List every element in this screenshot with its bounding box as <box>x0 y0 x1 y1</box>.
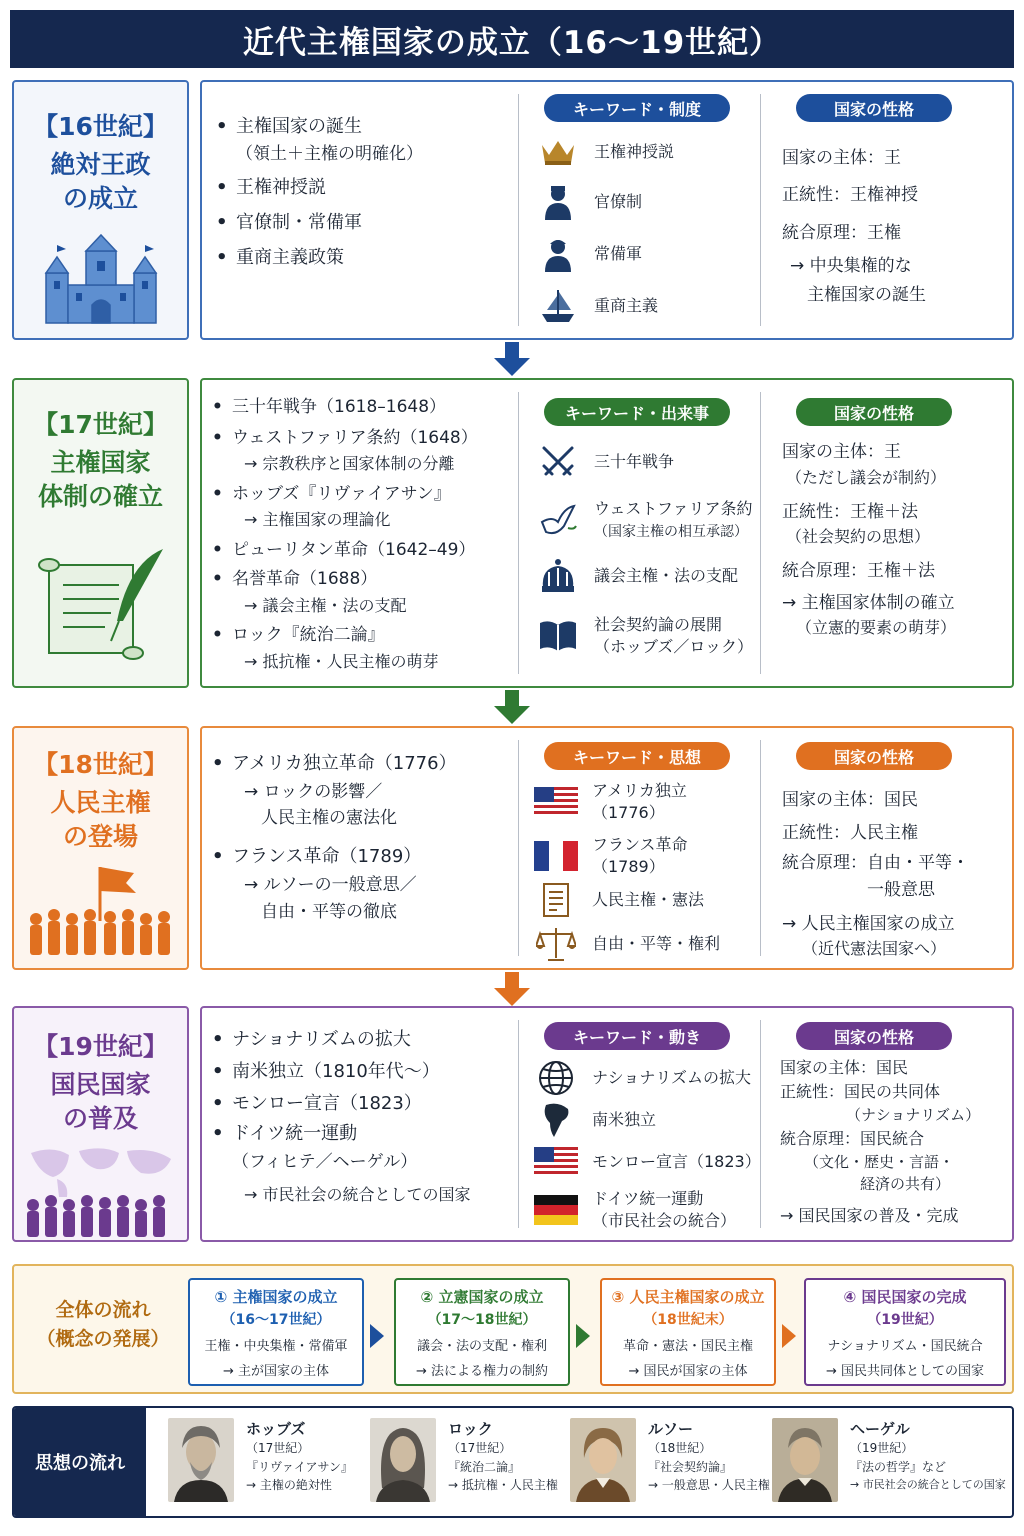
flow-card-title: ② 立憲国家の成立 <box>420 1288 544 1306</box>
hegel-portrait <box>772 1418 838 1502</box>
nature-list <box>782 784 1012 962</box>
flow-card-period: （17〜18世紀） <box>427 1312 537 1328</box>
thinker-locke <box>370 1418 558 1502</box>
flow-card-2 <box>394 1278 570 1386</box>
bullet-sub: （フィヒテ／ヘーゲル） <box>232 1151 418 1172</box>
era-name-1: 主権国家 <box>50 447 151 477</box>
era-18c-label <box>12 726 189 970</box>
thinker-work: 『法の哲学』など <box>850 1459 947 1474</box>
thinkers-label: 思想の流れ <box>14 1408 146 1516</box>
keyword: アメリカ独立 <box>592 781 687 800</box>
flow-card-period: （18世紀末） <box>643 1312 733 1328</box>
thinker-work: 『リヴァイアサン』 <box>246 1459 353 1474</box>
thinker-work: 『社会契約論』 <box>648 1459 733 1474</box>
era-head: 【16世紀】 <box>33 112 168 141</box>
locke-portrait <box>370 1418 436 1502</box>
keyword: 官僚制 <box>594 192 643 212</box>
flow-card-keywords: ナショナリズム・国民統合 <box>827 1339 983 1354</box>
crowd-flag-icon <box>26 861 176 957</box>
nature-line: （近代憲法国家へ） <box>802 939 947 959</box>
bullet: モンロー宣言（1823） <box>232 1093 422 1115</box>
bullet: 王権神授説 <box>236 177 326 199</box>
bullet-sub: → ルソーの一般意思／ <box>244 875 417 896</box>
soldier-icon <box>536 236 580 272</box>
bullet: 官僚制・常備軍 <box>236 212 362 234</box>
keyword-sub: （市民社会の統合） <box>592 1210 737 1230</box>
nature-line: （ただし議会が制約） <box>786 467 947 487</box>
era-name-1: 国民国家 <box>50 1069 151 1099</box>
flow-card-3 <box>600 1278 776 1386</box>
keyword: 常備軍 <box>594 244 643 264</box>
bullet: アメリカ独立革命（1776） <box>232 753 457 774</box>
crown-icon <box>536 134 580 170</box>
ship-icon <box>536 288 580 324</box>
bullet: ホッブズ『リヴァイアサン』 <box>232 484 451 505</box>
flow-card-keywords: 王権・中央集権・常備軍 <box>204 1339 348 1354</box>
nature-line: 統合原理：王権＋法 <box>782 561 935 581</box>
era-19c-content <box>200 1006 1014 1242</box>
thinker-era: （18世紀） <box>648 1441 712 1455</box>
nature-line: → 中央集権的な <box>790 256 912 277</box>
bullet-list: • 主権国家の誕生 （領土＋主権の明確化） • 王権神授説 • 官僚制・常備軍 • 重商主義政策 <box>216 112 516 274</box>
keyword-sub: （国家主権の相互承認） <box>594 523 748 540</box>
keyword: 三十年戦争 <box>594 452 675 472</box>
keyword-pill: キーワード・動き <box>544 1022 730 1050</box>
flow-card-period: （19世紀） <box>867 1312 943 1328</box>
bullet-sub: → ロックの影響／ <box>244 781 383 802</box>
bullet: ウェストファリア条約（1648） <box>232 428 478 449</box>
bullet-sub: 人民主権の憲法化 <box>244 808 397 829</box>
keyword: ウェストファリア条約 <box>594 499 753 518</box>
document-icon <box>534 882 578 918</box>
bullet: 名誉革命（1688） <box>232 569 378 590</box>
keyword: 南米独立 <box>592 1110 657 1130</box>
bullet-list: • アメリカ独立革命（1776） → ロックの影響／ 人民主権の憲法化 • フランス革命（1789） → ルソーの一般意思／ 自由・平等の徹底 <box>212 750 512 925</box>
nature-pill: 国家の性格 <box>796 1022 952 1050</box>
keyword: モンロー宣言（1823） <box>592 1152 761 1172</box>
keyword: 王権神授説 <box>594 142 675 162</box>
nature-line: → 主権国家体制の確立 <box>782 592 955 613</box>
keyword: 重商主義 <box>594 296 659 316</box>
south-america-icon <box>534 1102 578 1138</box>
bullet: フランス革命（1789） <box>232 846 422 868</box>
era-head: 【19世紀】 <box>33 1032 168 1061</box>
keyword: ナショナリズムの拡大 <box>592 1068 752 1088</box>
nature-pill: 国家の性格 <box>796 94 952 122</box>
thinker-era: （17世紀） <box>448 1441 512 1455</box>
thinker-name: ヘーゲル <box>850 1420 910 1438</box>
era-name-1: 人民主権 <box>50 787 151 817</box>
flow-card-keywords: 議会・法の支配・権利 <box>416 1339 547 1354</box>
flow-card-period: （16〜17世紀） <box>221 1312 331 1328</box>
keyword-pill: キーワード・出来事 <box>544 398 730 426</box>
bullet-sub: （領土＋主権の明確化） <box>236 143 423 164</box>
bullet: ナショナリズムの拡大 <box>232 1029 411 1050</box>
nature-list <box>782 440 1012 640</box>
keyword-sub: （1789） <box>592 856 665 876</box>
thinker-work: 『統治二論』 <box>448 1459 521 1474</box>
crossed-swords-icon <box>536 444 580 480</box>
keyword-sub: （1776） <box>592 802 665 822</box>
nature-line: 統合原理：国民統合 <box>780 1128 925 1148</box>
keyword: フランス革命 <box>592 835 688 854</box>
keyword: 人民主権・憲法 <box>592 890 705 910</box>
book-icon <box>536 618 580 654</box>
bullet-list: • ナショナリズムの拡大 • 南米独立（1810年代〜） • モンロー宣言（1823） • ドイツ統一運動 （フィヒテ／ヘーゲル） → 市民社会の統合としての国家 <box>212 1024 512 1208</box>
nature-line: → 人民主権国家の成立 <box>782 913 955 934</box>
arrow-down-icon <box>494 342 530 376</box>
thinker-note: → 市民社会の統合としての国家 <box>850 1478 1006 1492</box>
crown-icon <box>536 558 580 594</box>
era-name-2: の成立 <box>62 184 138 214</box>
bullet-sub: → 議会主権・法の支配 <box>244 595 407 615</box>
overall-flow-panel <box>12 1264 1014 1394</box>
thinker-hobbes <box>168 1418 353 1502</box>
thinker-rousseau <box>570 1418 770 1502</box>
bullet: ロック『統治二論』 <box>232 625 385 646</box>
thinkers-panel <box>12 1406 1014 1518</box>
nature-line: 国家の主体：王 <box>782 148 901 168</box>
rousseau-portrait <box>570 1418 636 1502</box>
bullet-sub: → 宗教秩序と国家体制の分離 <box>244 454 455 474</box>
nature-line: 国家の主体：国民 <box>782 790 918 810</box>
thinker-name: ルソー <box>648 1420 694 1438</box>
flow-label-2: （概念の発展） <box>36 1328 170 1351</box>
scales-icon <box>534 926 578 962</box>
thinker-note: → 抵抗権・人民主権 <box>448 1478 558 1493</box>
nature-line: 主権国家の誕生 <box>790 285 926 306</box>
arrow-down-icon <box>494 690 530 724</box>
bullet-list: • 三十年戦争（1618–1648） • ウェストファリア条約（1648） → 宗教秩序と国家体制の分離 • ホッブズ『リヴァイアサン』 → 主権国家の理論化 • ピューリタン革命（1642–49） • 名誉革命（1688） → 議会主権・法の支配 • ロック『統治二論』 → 抵抗権・人民主権の萌芽 <box>212 394 512 674</box>
keyword: 議会主権・法の支配 <box>594 566 739 586</box>
dove-icon <box>536 502 580 538</box>
bullet: ドイツ統一運動 <box>232 1123 358 1145</box>
era-name-2: の普及 <box>62 1104 138 1134</box>
era-17c-label <box>12 378 189 688</box>
nature-line: 統合原理：王権 <box>782 222 901 243</box>
bullet: 三十年戦争（1618–1648） <box>232 397 447 417</box>
era-name-2: 体制の確立 <box>37 482 163 512</box>
globe-icon <box>534 1060 578 1096</box>
us-flag-icon <box>534 784 578 820</box>
keyword-pill: キーワード・制度 <box>544 94 730 122</box>
official-icon <box>536 184 580 220</box>
german-flag-icon <box>534 1192 578 1228</box>
nature-line: （文化・歴史・言語・ <box>804 1152 955 1171</box>
castle-icon <box>36 229 166 325</box>
flow-card-1 <box>188 1278 364 1386</box>
us-flag-icon <box>534 1144 578 1180</box>
bullet: ピューリタン革命（1642–49） <box>232 540 476 561</box>
flow-card-result: → 国民が国家の主体 <box>628 1364 748 1379</box>
flow-label <box>28 1296 178 1355</box>
nature-line: （ナショナリズム） <box>846 1106 981 1124</box>
era-name-1: 絶対王政 <box>50 149 151 179</box>
keyword: 社会契約論の展開 <box>594 615 723 634</box>
era-18c-content <box>200 726 1014 970</box>
keyword-pill: キーワード・思想 <box>544 742 730 770</box>
era-16c-label <box>12 80 189 340</box>
nature-line: → 国民国家の普及・完成 <box>780 1205 959 1225</box>
hobbes-portrait <box>168 1418 234 1502</box>
flow-card-result: → 法による権力の制約 <box>415 1364 549 1379</box>
era-19c-label <box>12 1006 189 1242</box>
nature-line: （社会契約の思想） <box>786 527 931 546</box>
bullet-sub: 自由・平等の徹底 <box>244 901 397 922</box>
nature-line: 統合原理：自由・平等・ <box>782 853 969 874</box>
thinker-note: → 主権の絶対性 <box>246 1478 332 1493</box>
arrow-down-icon <box>494 972 530 1006</box>
flow-card-result: → 国民共同体としての国家 <box>825 1364 985 1379</box>
bullet-sub: → 市民社会の統合としての国家 <box>244 1185 471 1205</box>
flow-card-4 <box>804 1278 1006 1386</box>
thinker-note: → 一般意思・人民主権 <box>648 1478 770 1493</box>
nature-line: 一般意思 <box>782 879 935 900</box>
bullet-sub: → 抵抗権・人民主権の萌芽 <box>244 651 439 671</box>
page-title: 近代主権国家の成立（16〜19世紀） <box>10 10 1014 68</box>
nature-line: 経済の共有） <box>860 1175 951 1193</box>
world-crowd-icon <box>23 1143 179 1239</box>
scroll-quill-icon <box>31 545 171 661</box>
flow-card-title: ③ 人民主権国家の成立 <box>611 1288 765 1306</box>
era-17c-content <box>200 378 1014 688</box>
nature-line: 正統性：人民主権 <box>782 823 918 844</box>
thinker-name: ホッブズ <box>246 1420 306 1438</box>
thinker-era: （17世紀） <box>246 1441 310 1455</box>
era-16c-content <box>200 80 1014 340</box>
arrow-right-icon <box>370 1324 384 1348</box>
thinker-name: ロック <box>448 1420 493 1438</box>
era-name-2: の登場 <box>62 822 138 852</box>
nature-line: 正統性：王権神授 <box>782 185 918 206</box>
nature-pill: 国家の性格 <box>796 398 952 426</box>
nature-line: 正統性：王権＋法 <box>782 501 918 522</box>
bullet: 主権国家の誕生 <box>236 116 362 137</box>
arrow-right-icon <box>576 1324 590 1348</box>
nature-line: （立憲的要素の萌芽） <box>796 618 957 637</box>
era-head: 【17世紀】 <box>33 410 168 439</box>
nature-line: 国家の主体：王 <box>782 442 901 462</box>
bullet-sub: → 主権国家の理論化 <box>244 510 391 530</box>
nature-list <box>780 1056 1010 1228</box>
era-head: 【18世紀】 <box>33 750 168 779</box>
keyword: 自由・平等・権利 <box>592 934 721 954</box>
thinker-era: （19世紀） <box>850 1441 914 1455</box>
french-flag-icon <box>534 838 578 874</box>
nature-pill: 国家の性格 <box>796 742 952 770</box>
nature-line: 正統性：国民の共同体 <box>780 1082 941 1101</box>
flow-card-title: ④ 国民国家の完成 <box>843 1288 967 1306</box>
nature-line: 国家の主体：国民 <box>780 1058 909 1077</box>
flow-card-keywords: 革命・憲法・国民主権 <box>622 1339 753 1354</box>
keyword-sub: （ホッブズ／ロック） <box>594 636 754 656</box>
bullet: 重商主義政策 <box>236 247 344 269</box>
arrow-right-icon <box>782 1324 796 1348</box>
keyword: ドイツ統一運動 <box>592 1189 704 1208</box>
bullet: 南米独立（1810年代〜） <box>232 1061 440 1083</box>
flow-card-title: ① 主権国家の成立 <box>214 1288 338 1306</box>
thinker-hegel <box>772 1418 1006 1502</box>
flow-label-1: 全体の流れ <box>55 1299 151 1321</box>
flow-card-result: → 主が国家の主体 <box>222 1364 330 1379</box>
nature-list <box>782 140 1012 310</box>
